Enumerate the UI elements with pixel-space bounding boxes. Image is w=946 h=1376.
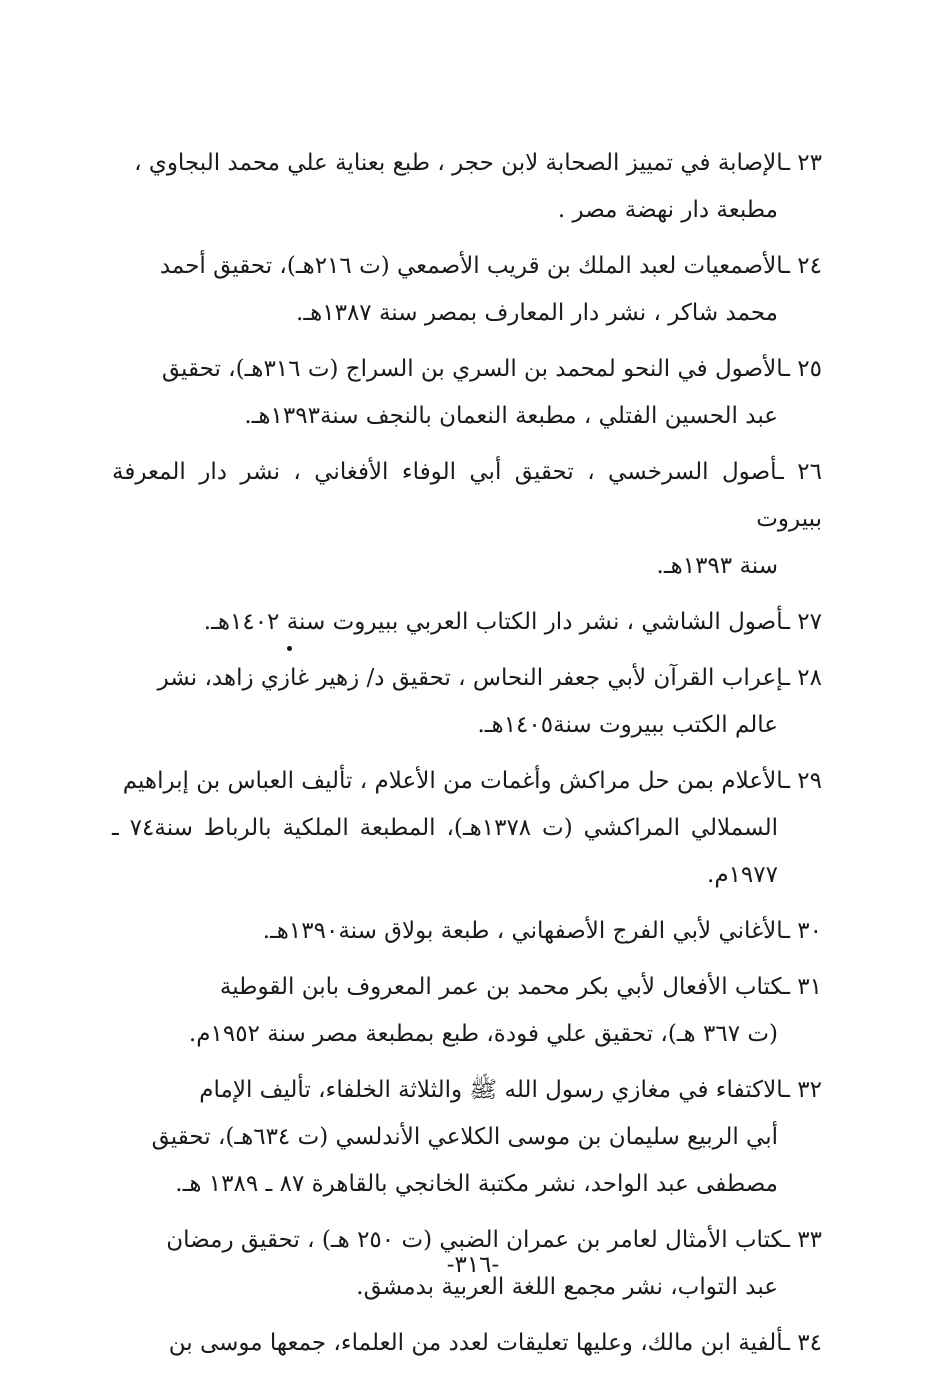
- bibliography-list: [112, 140, 822, 1376]
- entry-number: ٣٢ ـ: [783, 1077, 822, 1103]
- entry-text-line-1: أصول الشاشي ، نشر دار الكتاب العربي ببيروت سنة ١٤٠٢هـ.: [203, 609, 784, 635]
- entry-number: ٢٣ ـ: [783, 150, 822, 176]
- entry-number: ٣١ ـ: [783, 974, 822, 1000]
- entry-text-line-3: مصطفى عبد الواحد، نشر مكتبة الخانجي بالقاهرة ٨٧ ـ ١٣٨٩ هـ.: [175, 1171, 778, 1197]
- entry-text-line-1: الأغاني لأبي الفرج الأصفهاني ، طبعة بولاق سنة١٣٩٠هـ.: [262, 918, 784, 944]
- entry-number: ٢٨ ـ: [783, 665, 822, 691]
- entry-number: ٣٣ ـ: [783, 1227, 822, 1253]
- entry-text-line-1: الأعلام بمن حل مراكش وأغمات من الأعلام ، تأليف العباس بن إبراهيم: [122, 768, 784, 794]
- bibliography-entry-32: [112, 1067, 822, 1208]
- entry-text-line-1: الاكتفاء في مغازي رسول الله ﷺ والثلاثة الخلفاء، تأليف الإمام: [199, 1077, 784, 1103]
- entry-text-line-1: كتاب الأفعال لأبي بكر محمد بن عمر المعروف بابن القوطية: [219, 974, 784, 1000]
- bibliography-entry-34: [112, 1320, 822, 1367]
- entry-text-line-1: إعراب القرآن لأبي جعفر النحاس ، تحقيق د/ زهير غازي زاهد، نشر: [157, 665, 784, 691]
- ink-speck: [287, 646, 292, 651]
- entry-text-line-1: أصول السرخسي ، تحقيق أبي الوفاء الأفغاني ، نشر دار المعرفة ببيروت: [112, 459, 822, 532]
- bibliography-entry-30: [112, 908, 822, 955]
- entry-text-line-2: عالم الكتب ببيروت سنة١٤٠٥هـ.: [477, 712, 778, 738]
- entry-text-line-2: أبي الربيع سليمان بن موسى الكلاعي الأندلسي (ت ٦٣٤هـ)، تحقيق: [151, 1124, 778, 1150]
- entry-number: ٢٩ ـ: [783, 768, 822, 794]
- entry-text-line-1: الأصول في النحو لمحمد بن السري بن السراج (ت ٣١٦هـ)، تحقيق: [161, 356, 784, 382]
- bibliography-entry-24: [112, 243, 822, 337]
- bibliography-entry-27: [112, 599, 822, 646]
- page-number: -٣١٦-: [446, 1252, 500, 1278]
- bibliography-entry-31: [112, 964, 822, 1058]
- entry-text-line-2: (ت ٣٦٧ هـ)، تحقيق علي فودة، طبع بمطبعة مصر سنة ١٩٥٢م.: [188, 1021, 778, 1047]
- entry-text-line-2: سنة ١٣٩٣هـ.: [656, 553, 778, 579]
- entry-number: ٣٠ ـ: [783, 918, 822, 944]
- entry-text-line-2: محمد شاكر ، نشر دار المعارف بمصر سنة ١٣٨٧هـ.: [296, 300, 778, 326]
- entry-text-line-1: ألفية ابن مالك، وعليها تعليقات لعدد من العلماء، جمعها موسى بن: [168, 1330, 784, 1356]
- entry-number: ٢٧ ـ: [783, 609, 822, 635]
- entry-text-line-1: الإصابة في تمييز الصحابة لابن حجر ، طبع بعناية علي محمد البجاوي ،: [134, 150, 784, 176]
- bibliography-entry-25: [112, 346, 822, 440]
- bibliography-entry-29: [112, 758, 822, 899]
- entry-text-line-1: كتاب الأمثال لعامر بن عمران الضبي (ت ٢٥٠ هـ) ، تحقيق رمضان: [166, 1227, 784, 1253]
- entry-text-line-1: الأصمعيات لعبد الملك بن قريب الأصمعي (ت ٢١٦هـ)، تحقيق أحمد: [159, 253, 784, 279]
- bibliography-entry-23: [112, 140, 822, 234]
- entry-number: ٢٦ ـ: [777, 459, 822, 485]
- entry-text-line-2: مطبعة دار نهضة مصر .: [557, 197, 778, 223]
- entry-number: ٣٤ ـ: [783, 1330, 822, 1356]
- entry-number: ٢٥ ـ: [783, 356, 822, 382]
- bibliography-entry-28: [112, 655, 822, 749]
- entry-number: ٢٤ ـ: [783, 253, 822, 279]
- entry-text-line-2: السملالي المراكشي (ت ١٣٧٨هـ)، المطبعة الملكية بالرباط سنة٧٤ ـ ١٩٧٧م.: [112, 815, 778, 888]
- bibliography-entry-26: [112, 449, 822, 590]
- entry-text-line-2: عبد التواب، نشر مجمع اللغة العربية بدمشق.: [356, 1274, 778, 1300]
- entry-text-line-2: عبد الحسين الفتلي ، مطبعة النعمان بالنجف سنة١٣٩٣هـ.: [244, 403, 778, 429]
